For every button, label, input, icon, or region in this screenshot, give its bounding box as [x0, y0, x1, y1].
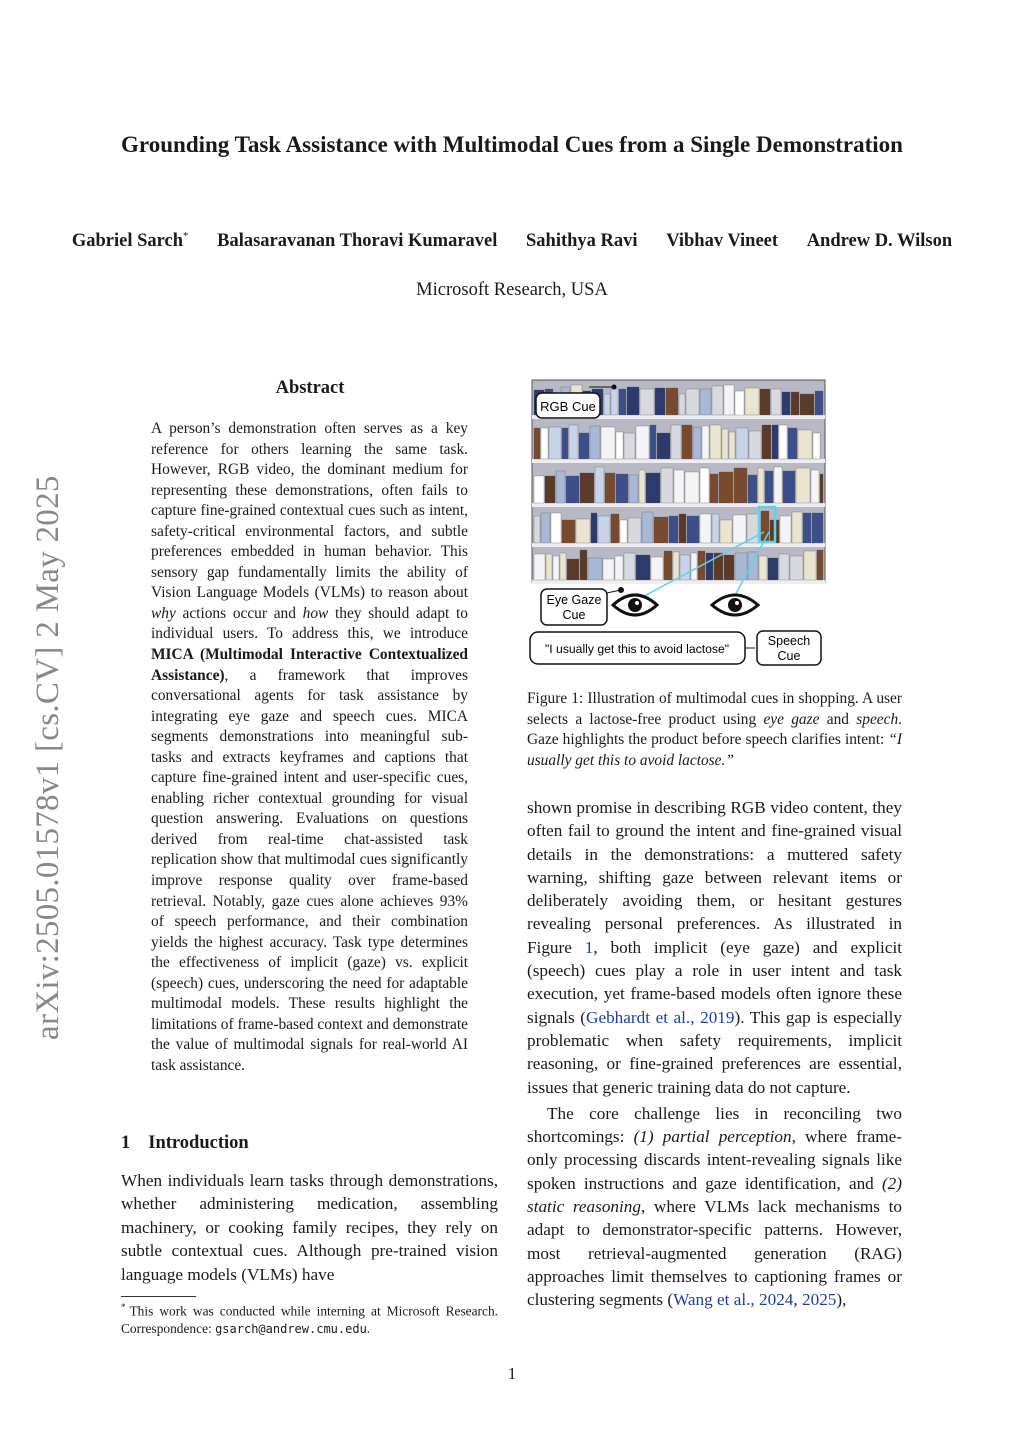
author-5: Andrew D. Wilson: [806, 231, 953, 252]
shelf-product: [639, 470, 645, 503]
shelf-product: [691, 553, 697, 580]
shelf-product: [549, 427, 561, 459]
section-number: 1: [121, 1133, 131, 1153]
eye-gaze-callout: [541, 587, 624, 625]
shelf-product: [534, 554, 545, 580]
shelf-product: [576, 519, 590, 543]
shelf-edge: [532, 459, 825, 463]
text-run: ),: [836, 1290, 847, 1310]
shelf-product: [541, 428, 548, 459]
shelf-product: [796, 468, 810, 503]
caption-emphasis: speech: [856, 710, 899, 728]
shelf-product: [636, 555, 650, 580]
text-emphasis: (2) static reasoning: [527, 1173, 902, 1217]
shelf-product: [762, 425, 771, 459]
shelf-product: [748, 475, 757, 503]
shelf-product: [685, 472, 699, 503]
text-emphasis: (1) partial perception: [633, 1127, 792, 1147]
shelf-product: [566, 476, 579, 503]
shelf-product: [706, 553, 713, 580]
shelf-product: [616, 474, 628, 503]
shelf-product: [812, 513, 823, 543]
paper-title: Grounding Task Assistance with Multimodal Cues from a Single Demonstration: [121, 132, 903, 157]
shelf-product: [815, 391, 823, 415]
shelf-product: [782, 392, 790, 415]
author-name: Gabriel Sarch: [71, 231, 183, 252]
shelf-product: [813, 433, 820, 459]
shelf-product: [534, 476, 544, 503]
shelf-product: [595, 467, 604, 503]
shelf-product: [562, 428, 568, 459]
text-run: , where frame-only processing discards intent-revealing signals like spoken instructions and gaze identification, and: [527, 1127, 902, 1193]
text-run: shown promise in describing RGB video content, they often fail to ground the intent and fine-grained visual details in the demonstrations: a muttered safety warning, shifting gaze between relevant items or deliberately avoiding them, or hesitant gestures revealing personal preferences. As illustrated in Figure: [527, 798, 902, 957]
shelf-product: [700, 468, 709, 503]
introduction-text-right: [527, 796, 902, 1312]
shelf-product: [636, 426, 649, 459]
shelf-product: [733, 515, 746, 543]
abstract-part: they should adapt to individual users. To address this, we introduce: [151, 604, 468, 643]
shelf-product: [803, 513, 811, 543]
shelf-product: [700, 514, 711, 543]
citation-link[interactable]: Gebhardt et al., 2019: [586, 1007, 735, 1027]
shelf-product: [604, 394, 610, 415]
figure-1: [527, 377, 827, 667]
shelf-product: [640, 389, 654, 415]
shelf-product: [759, 556, 767, 580]
shelf-product: [700, 389, 711, 415]
shelf-product: [624, 433, 635, 459]
speech-cue-label-line2: Cue: [777, 649, 801, 663]
shelf-product: [603, 559, 614, 580]
shelf-product: [811, 470, 819, 503]
shelf-product: [804, 551, 816, 580]
shelf-product: [671, 425, 681, 459]
rgb-cue-label: RGB Cue: [540, 399, 596, 414]
shelf-product: [642, 512, 653, 543]
shelf-product: [580, 473, 594, 503]
shelf-product: [720, 520, 732, 543]
author-2: Balasaravanan Thoravi Kumaravel: [217, 231, 498, 252]
speech-cue-label-line1: Speech: [767, 634, 811, 648]
abstract-part: A person’s demonstration often serves as a key reference for others learning the same task. However, RGB video, the dominant medium for representing these demonstrations, often fails to capture fine-grained contextual cues such as intent, safety-critical environmental factors, and subtle preferences embedded in human behavior. This sensory gap fundamentally limits the ability of Vision Language Models (VLMs) to reason about: [151, 420, 468, 602]
shelf-product: [674, 470, 684, 503]
shelf-product: [712, 514, 719, 543]
shelf-product: [567, 559, 579, 580]
shelf-product: [605, 473, 615, 503]
shelf-product: [657, 433, 670, 459]
shelf-product: [560, 553, 566, 580]
speech-quote: "I usually get this to avoid lactose": [544, 642, 730, 656]
abstract-emphasis: why: [151, 604, 176, 622]
shelf-product: [664, 551, 672, 580]
shelf-product: [749, 431, 761, 459]
shelf-product: [611, 389, 618, 415]
eye-icon: [613, 595, 657, 615]
intro-paragraph-1: [527, 796, 902, 1099]
shelf-product: [790, 556, 803, 580]
introduction-text-left: When individuals learn tasks through demonstrations, whether administering medication, assembling machinery, or cooking family recipes, they rely on subtle contextual cues. Although pre-trained vision language models (VLMs) have: [121, 1171, 498, 1284]
shelf-product: [710, 425, 721, 459]
shelf-product: [541, 513, 550, 543]
shelf-product: [722, 429, 728, 459]
shelf-product: [669, 516, 678, 543]
shelf-product: [798, 430, 812, 459]
abstract-emphasis: how: [302, 604, 329, 622]
shelf-product: [553, 556, 559, 580]
shelf-product: [562, 520, 575, 543]
shelf-product: [745, 388, 759, 415]
caption-quote: “I usually get this to avoid lactose.”: [527, 731, 902, 770]
shelf-product: [679, 514, 686, 543]
author-3: Sahithya Ravi: [526, 231, 638, 252]
shelf-product: [651, 557, 663, 580]
caption-part: Figure 1: Illustration of multimodal cues in shopping. A user selects a lactose-free product using: [527, 690, 902, 728]
speech-bubble: [530, 632, 755, 664]
shelf-product: [686, 389, 699, 415]
footnote: [121, 1298, 498, 1338]
shelf-product: [611, 514, 619, 543]
shelf-product: [629, 475, 638, 503]
shelf-product: [580, 550, 587, 580]
shelf-product: [820, 474, 823, 503]
shelf-product: [735, 391, 744, 415]
author-4: Vibhav Vineet: [666, 231, 779, 252]
shelf-product: [779, 554, 789, 580]
shelf-product: [724, 385, 734, 415]
text-run: , both implicit (eye gaze) and explicit (speech) cues play a role in user intent and task execution, yet frame-based models often ignore these signals (: [527, 937, 903, 1027]
shelf-product: [616, 432, 623, 459]
shelf-product: [588, 558, 602, 580]
footnote-email[interactable]: gsarch@andrew.cmu.edu: [215, 1322, 367, 1337]
shelf-product: [620, 520, 627, 543]
shelf-product: [729, 432, 735, 459]
shelf-product: [590, 426, 600, 459]
shelf-product: [724, 555, 734, 580]
eye-icon: [712, 595, 758, 615]
shelf-product: [702, 426, 709, 459]
shelf-product: [655, 388, 665, 415]
text-run: ,: [793, 1290, 802, 1310]
shelf-product: [780, 516, 791, 543]
shelf-product: [615, 556, 623, 580]
shelf-product: [800, 394, 814, 415]
mica-name: MICA (Multimodal Interactive Contextualized Assistance): [151, 646, 468, 684]
shelf-product: [758, 468, 764, 503]
shelf-product: [791, 392, 799, 415]
abstract-text: [151, 419, 468, 1077]
author-1: [72, 231, 189, 251]
abstract-heading: Abstract: [275, 378, 345, 398]
shelf-product: [719, 472, 733, 503]
shelf-product: [601, 427, 615, 459]
shelf-product: [661, 468, 673, 503]
shelf-product: [579, 433, 589, 459]
shelf-product: [627, 387, 639, 415]
shelf-product: [654, 517, 668, 543]
caption-emphasis: eye gaze: [763, 710, 820, 728]
footnote-mark: *: [121, 1302, 126, 1312]
speech-cue-callout: [757, 631, 821, 665]
shelf-product: [734, 468, 747, 503]
shelf-edge: [532, 543, 825, 547]
shelf-product: [771, 389, 781, 415]
arxiv-identifier: arXiv:2505.01578v1 [cs.CV] 2 May 2025: [30, 475, 66, 1040]
shelf-product: [534, 516, 540, 543]
shelf-product: [546, 554, 552, 580]
shelf-product: [774, 467, 782, 503]
shelf-product: [760, 389, 770, 415]
footnote-text: This work was conducted while interning at Microsoft Research. Correspondence:: [121, 1303, 498, 1337]
text-run: ). This gap is especially problematic when safety requirements, implicit reasoning, or fine-grained preferences are essential, issues that generic training data do not capture.: [527, 1007, 903, 1097]
caption-part: and: [819, 710, 857, 728]
citation-link[interactable]: 2025: [802, 1290, 837, 1310]
shelf-product: [545, 476, 555, 503]
shelf-product: [679, 394, 685, 415]
citation-link[interactable]: Wang et al., 2024: [673, 1290, 794, 1310]
shelf-product: [682, 425, 692, 459]
page-number: 1: [507, 1364, 517, 1383]
text-run: The core challenge lies in reconciling two shortcomings:: [527, 1103, 902, 1147]
gaze-cue-label-line2: Cue: [562, 608, 586, 622]
shelf-product: [693, 427, 701, 459]
shelf-product: [646, 473, 660, 503]
shelf-product: [712, 386, 723, 415]
abstract-part: actions occur and: [175, 604, 303, 622]
shelf-product: [551, 513, 561, 543]
gaze-cue-label-line1: Eye Gaze: [546, 593, 602, 607]
shelf-product: [788, 428, 797, 459]
shelf-edge: [532, 503, 825, 507]
shelf-product: [569, 425, 578, 459]
intro-paragraph-2: [527, 1102, 902, 1312]
figure-reference-link[interactable]: 1: [584, 937, 594, 957]
shelf-product: [619, 389, 626, 415]
shelf-product: [792, 512, 802, 543]
shelf-product: [628, 518, 641, 543]
shelf-product: [591, 513, 597, 543]
abstract-part: , a framework that improves conversational agents for task assistance by integrating eye gaze and speech cues. MICA segments demonstrations into meaningful sub-tasks and extracts keyframes and captions that capture fine-grained intent and user-specific cues, enabling richer contextual grounding for visual question answering. Evaluations on questions derived from real-time chat-assisted task replication show that multimodal cues significantly improve response quality over frame-based retrieval. Notably, gaze cues alone achieves 93% of speech performance, and their combination yields the highest accuracy. Task type determines the effectiveness of implicit (gaze) vs. explicit (speech) cues, underscoring the need for adaptable multimodal models. These results highlight the limitations of frame-based context and demonstrate the value of multimodal signals for real-world AI task assistance.: [151, 666, 468, 1074]
shelf-product: [817, 550, 823, 580]
shelf-product: [768, 558, 778, 580]
author-mark: *: [183, 230, 189, 242]
shelf-product: [624, 553, 635, 580]
shelf-product: [783, 471, 795, 503]
shelf-product: [598, 516, 610, 543]
shelf-product: [779, 425, 787, 459]
shelf-product: [772, 425, 778, 459]
shelf-product: [673, 552, 679, 580]
text-run: , where VLMs lack mechanisms to adapt to demonstrator-specific patterns. However, most retrieval-augmented generation (RAG) approaches limit themselves to captioning frames or clustering segments (: [527, 1197, 902, 1310]
shelf-edge: [532, 580, 825, 584]
footnote-rule: [121, 1296, 196, 1297]
shelf-product: [556, 471, 565, 503]
affiliation: Microsoft Research, USA: [416, 280, 608, 300]
footnote-end: .: [366, 1321, 371, 1337]
shelf-product: [666, 388, 678, 415]
shelf-product: [687, 516, 699, 543]
figure-1-caption: [527, 689, 902, 772]
shelf-product: [534, 428, 540, 459]
shelf-product: [650, 425, 656, 459]
caption-part: . Gaze highlights the product before speech clarifies intent:: [527, 710, 902, 749]
author-list: [0, 230, 1024, 252]
shelf-product: [765, 471, 773, 503]
shelf-product: [710, 474, 718, 503]
section-heading-introduction: [121, 1133, 249, 1154]
section-title: Introduction: [148, 1133, 249, 1153]
shelf-product: [736, 428, 748, 459]
